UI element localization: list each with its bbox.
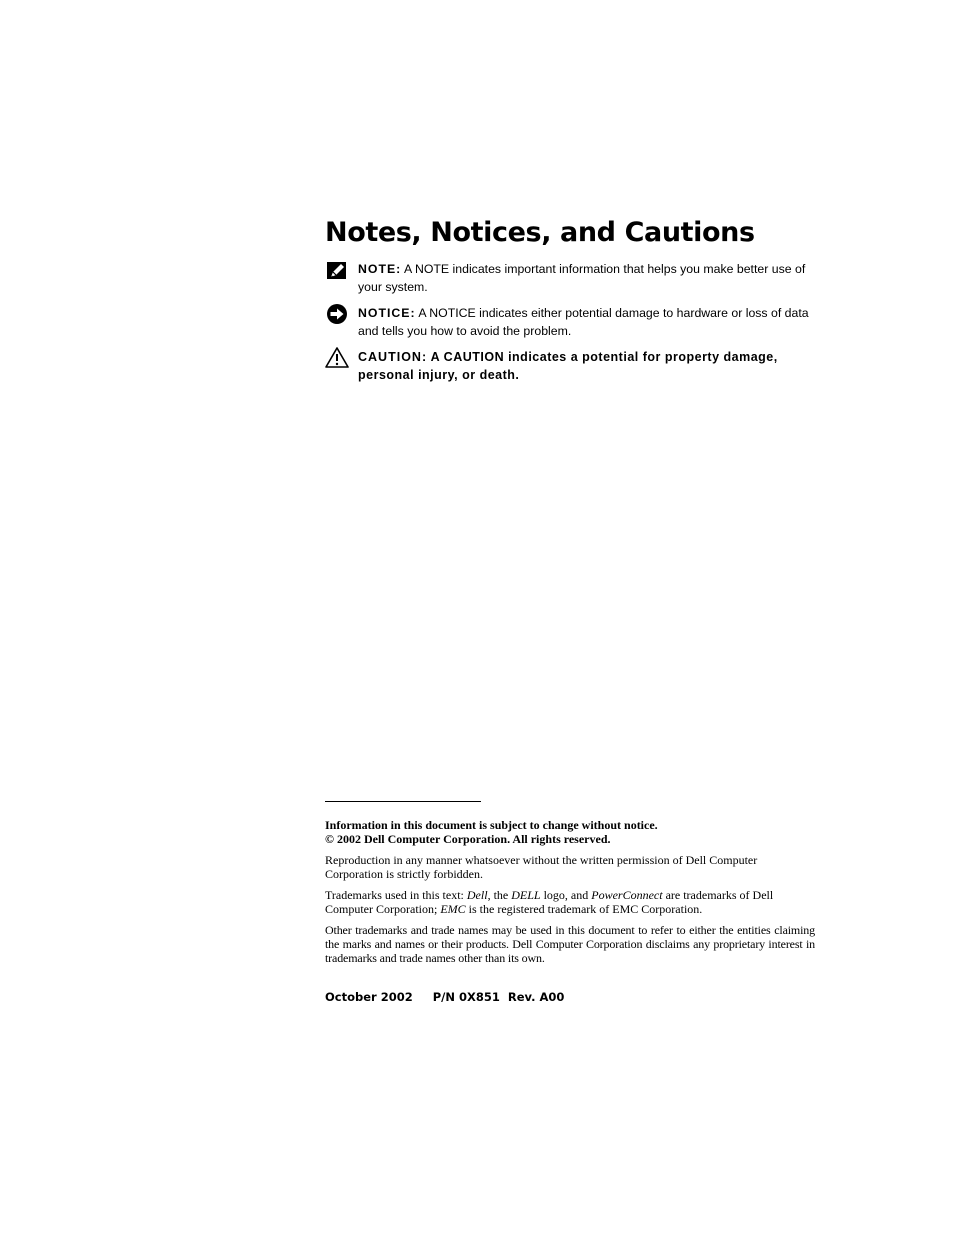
other-trademarks-notice: Other trademarks and trade names may be used in this document to refer to either the entities claiming the marks and names or their products. Dell Computer Corporation disclaims any proprietary interest in trademarks and trade names other than its own. (325, 923, 815, 965)
tm-text-1: Trademarks used in this text: (325, 888, 467, 902)
notice-text: A NOTICE indicates either potential damage to hardware or loss of data and tells you how to avoid the problem. (358, 306, 809, 338)
tm-text-2: , the (487, 888, 512, 902)
note-text: A NOTE indicates important information that helps you make better use of your system. (358, 262, 806, 294)
tm-dell: Dell (466, 888, 488, 902)
note-label: NOTE: (358, 262, 402, 276)
change-notice: Information in this document is subject to change without notice. (325, 818, 658, 832)
footer-part-number: P/N 0X851 (432, 990, 500, 1004)
pencil-note-icon (325, 260, 349, 282)
tm-dell-logo: DELL (511, 888, 541, 902)
tm-emc: EMC (440, 902, 466, 916)
tm-text-5: is the registered trademark of EMC Corporation. (465, 902, 703, 916)
caution-block (325, 349, 815, 384)
footnote-divider (325, 801, 481, 802)
trademarks-notice (325, 888, 815, 916)
document-footer (325, 990, 564, 1004)
reproduction-notice: Reproduction in any manner whatsoever without the written permission of Dell Computer Corporation is strictly forbidden. (325, 853, 758, 881)
copyright-block (325, 818, 815, 846)
notice-block (325, 305, 815, 340)
footer-revision: Rev. A00 (507, 990, 565, 1004)
caution-label: CAUTION: (358, 350, 428, 364)
notes-section (325, 213, 815, 384)
copyright-line: © 2002 Dell Computer Corporation. All rights reserved. (325, 832, 611, 846)
tm-text-4: are trademarks of Dell Computer Corporation; (325, 888, 774, 916)
notice-label: NOTICE: (358, 306, 416, 320)
caution-text: A CAUTION indicates a potential for property damage, personal injury, or death. (358, 350, 778, 382)
legal-notice (325, 818, 815, 972)
arrow-circle-icon (325, 303, 349, 325)
page-title: Notes, Notices, and Cautions (325, 217, 755, 248)
tm-text-3: logo, and (540, 888, 592, 902)
warning-triangle-icon (325, 346, 349, 368)
footer-date: October 2002 (325, 990, 413, 1004)
tm-powerconnect: PowerConnect (591, 888, 663, 902)
note-block (325, 261, 815, 296)
